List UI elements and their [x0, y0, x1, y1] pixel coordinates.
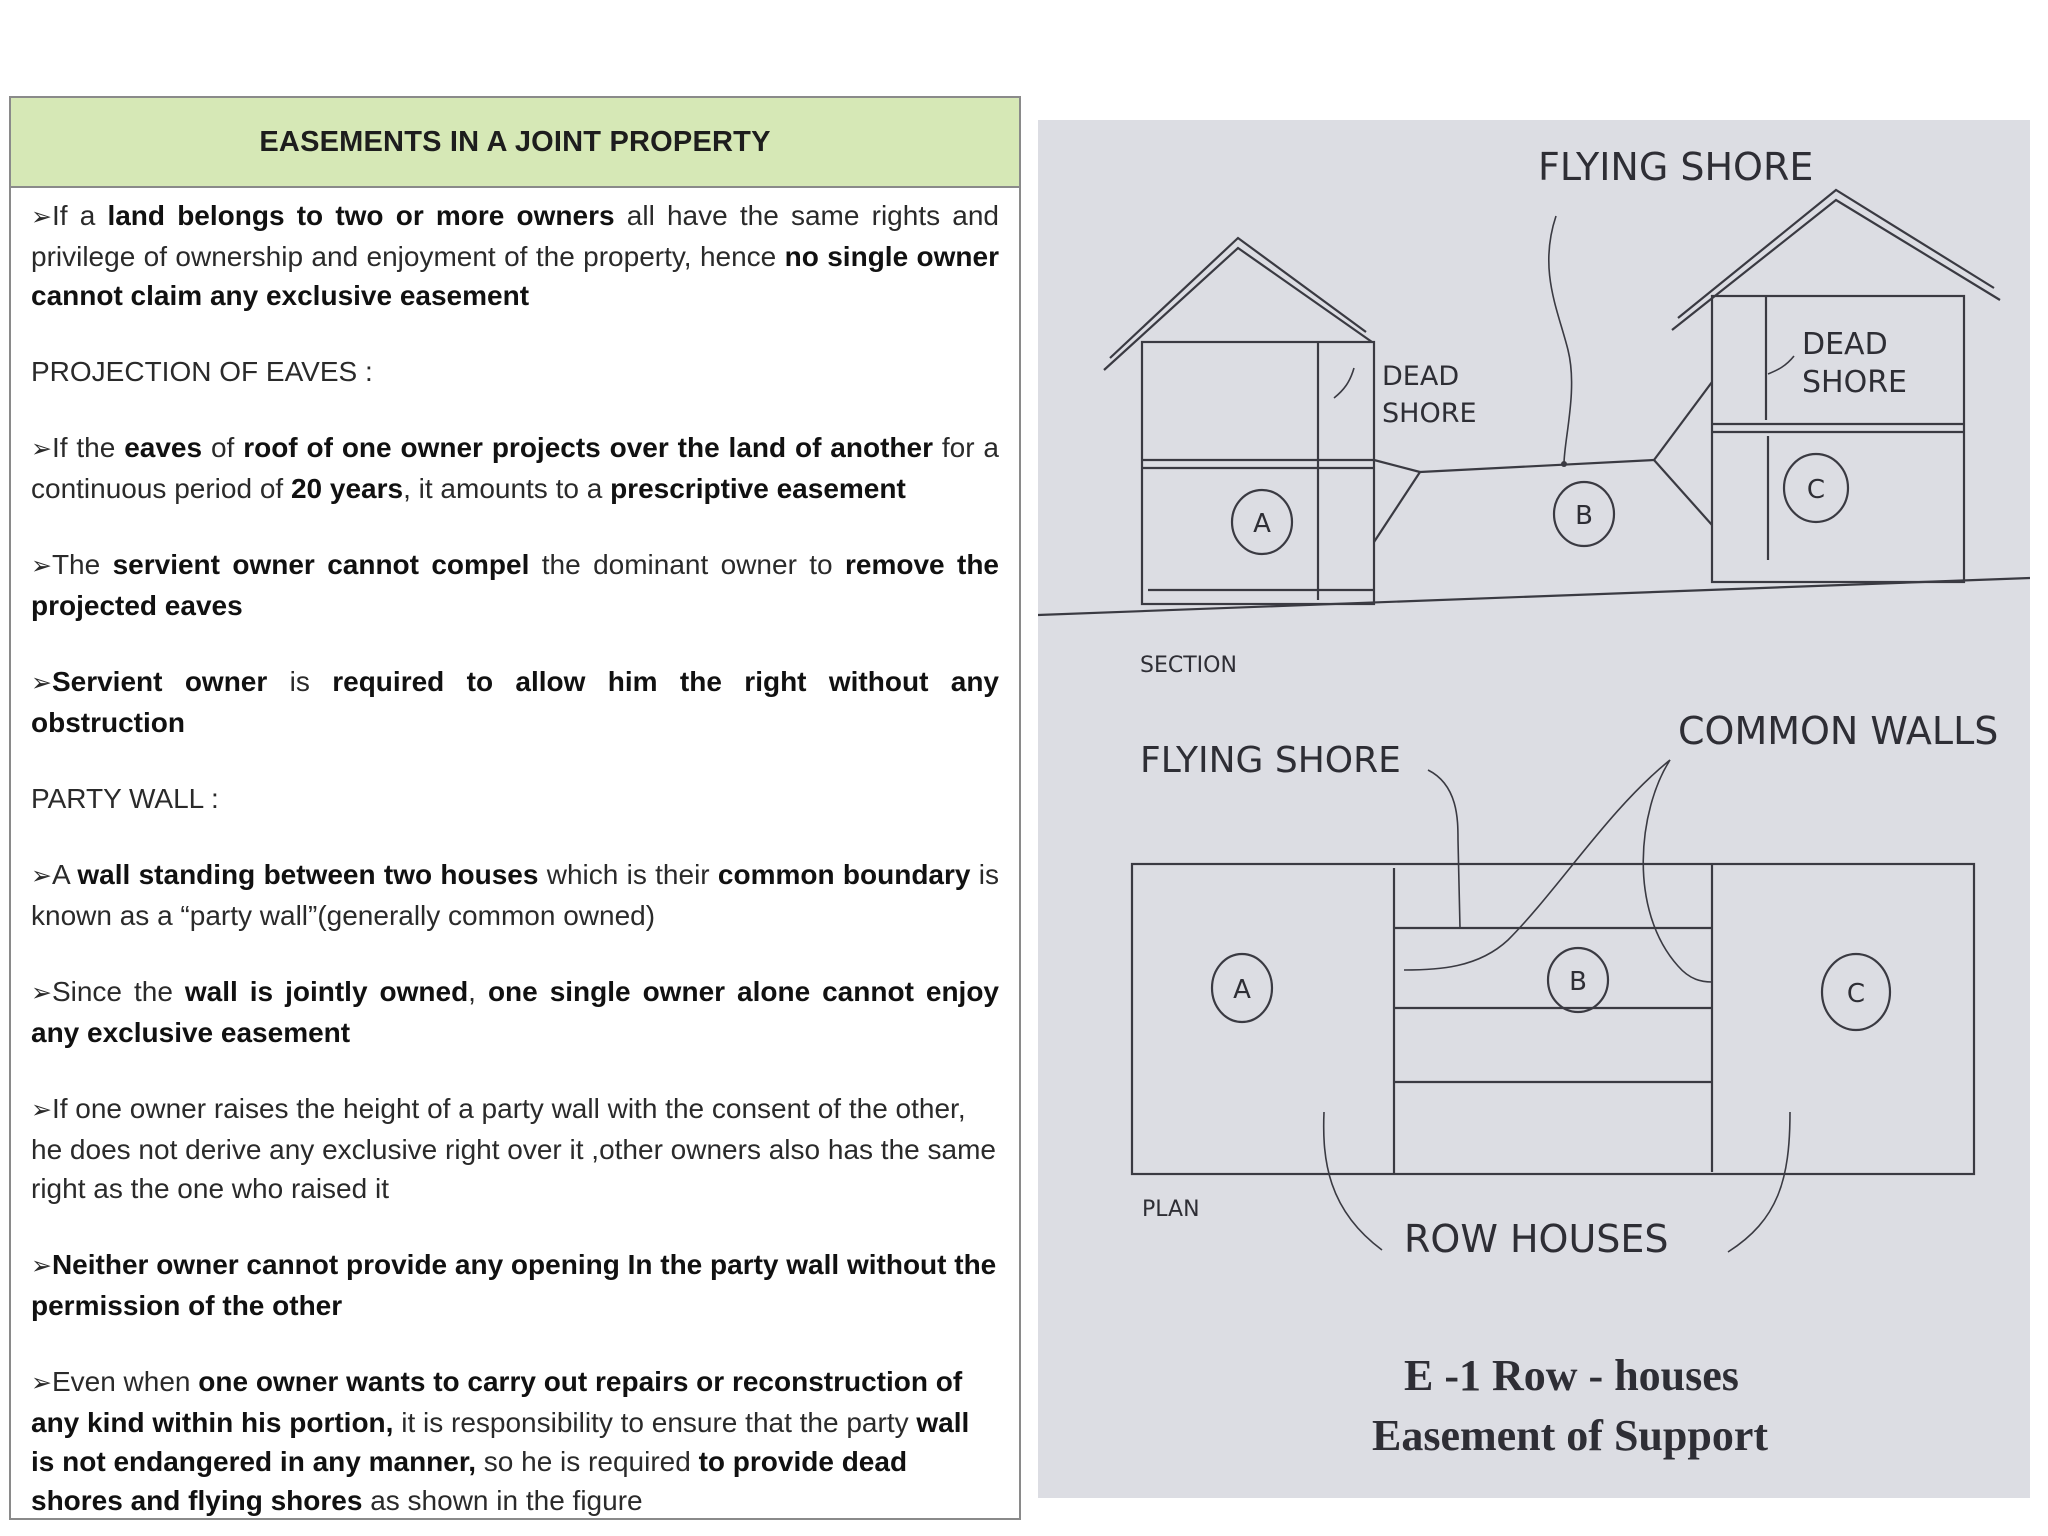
text-run: If one owner raises the height of a party wall with the consent of the other, he does not derive any exclusive right over it ,other owners also has the same right as the one who raised it	[31, 1093, 996, 1204]
row-houses-label: ROW HOUSES	[1404, 1217, 1669, 1261]
dead-shore-right-label-2: SHORE	[1802, 365, 1908, 400]
paragraph-party-wall-definition	[31, 855, 999, 935]
section-house-a	[1104, 238, 1374, 604]
text-run-bold: land belongs to two or more owners	[107, 200, 615, 231]
text-run: If a	[51, 200, 108, 231]
paragraph-joint-ownership	[31, 196, 999, 315]
house-c-label: C	[1806, 475, 1826, 505]
figure-caption-title: E -1 Row - houses	[1404, 1351, 1739, 1400]
bullet-arrow-icon: ➢	[31, 203, 52, 231]
text-panel	[9, 96, 1021, 1520]
text-run: is known as a “party wall”(generally common owned)	[31, 859, 999, 931]
bullet-arrow-icon: ➢	[31, 1252, 52, 1280]
plan-outline	[1132, 864, 1974, 1174]
bullet-arrow-icon: ➢	[31, 1096, 52, 1124]
leader-flying-shore-top	[1549, 216, 1572, 464]
leader-dead-shore-right	[1768, 356, 1794, 374]
plan-house-b-label: B	[1569, 967, 1587, 997]
heading-party-wall: PARTY WALL :	[31, 783, 219, 814]
leader-row-houses-right	[1728, 1112, 1790, 1252]
text-run-bold: eaves	[124, 432, 203, 463]
text-run-bold: required to allow him the right without any obstruction	[31, 666, 1000, 738]
text-run-bold: common boundary	[717, 859, 971, 890]
text-run: the dominant owner to	[529, 549, 846, 580]
text-run: If the	[51, 432, 125, 463]
text-run-bold: roof of one owner projects over the land of another	[243, 432, 933, 463]
plan-label-a	[1212, 954, 1272, 1022]
house-b-label: B	[1575, 501, 1593, 531]
text-run-bold: Neither owner cannot provide any opening In the party wall without the permission of the other	[31, 1249, 997, 1321]
text-run-bold: one single owner alone cannot enjoy any exclusive easement	[31, 976, 999, 1048]
text-run: Since the	[51, 976, 185, 1007]
bullet-arrow-icon: ➢	[31, 435, 52, 463]
text-run-bold: prescriptive easement	[610, 473, 906, 504]
bullet-arrow-icon: ➢	[31, 669, 52, 697]
text-run-bold: servient owner cannot compel	[112, 549, 530, 580]
text-run: is	[267, 666, 333, 697]
text-run-bold: 20 years	[290, 473, 404, 504]
text-run-bold: wall is not endangered in any manner,	[31, 1407, 970, 1477]
plan-caption: PLAN	[1142, 1197, 1200, 1222]
flying-shore-plan-label: FLYING SHORE	[1140, 740, 1401, 781]
dead-shore-left-label-2: SHORE	[1382, 398, 1477, 429]
text-run-bold: to provide dead shores and flying shores	[31, 1446, 908, 1516]
leader-flying-shore-plan	[1428, 770, 1460, 928]
dead-shore-left-label-1: DEAD	[1382, 361, 1460, 392]
bullet-arrow-icon: ➢	[31, 862, 52, 890]
plan-label-b	[1548, 948, 1608, 1012]
leader-row-houses-left	[1324, 1112, 1382, 1250]
text-run: it is responsibility to ensure that the party	[393, 1407, 917, 1438]
text-run: all have the same rights and privilege of ownership and enjoyment of the property, hence	[31, 200, 1000, 272]
paragraph-no-opening	[31, 1245, 999, 1325]
text-run-bold: one owner wants to carry out repairs or reconstruction of any kind within his portion,	[31, 1366, 963, 1438]
flying-shore-top-label: FLYING SHORE	[1538, 145, 1814, 189]
paragraph-eaves-prescriptive	[31, 428, 999, 508]
leader-common-wall-right	[1643, 760, 1712, 982]
text-run-bold: Servient owner	[51, 666, 268, 697]
text-run: of	[202, 432, 244, 463]
paragraph-raise-height	[31, 1089, 999, 1208]
section-label-c	[1784, 454, 1848, 522]
text-run: as shown in the figure	[362, 1485, 643, 1516]
text-run: which is their	[538, 859, 718, 890]
bullet-arrow-icon: ➢	[31, 979, 52, 1007]
section-caption: SECTION	[1140, 653, 1237, 678]
text-run: , it amounts to a	[403, 473, 611, 504]
bullet-arrow-icon: ➢	[31, 552, 52, 580]
figure-caption-subtitle: Easement of Support	[1372, 1411, 1769, 1460]
dead-shore-right-label-1: DEAD	[1802, 327, 1888, 362]
text-run: so he is required	[476, 1446, 699, 1477]
section-label-b	[1554, 482, 1614, 546]
paragraph-repairs	[31, 1362, 999, 1520]
text-run-bold: remove the projected eaves	[31, 549, 1000, 621]
text-run: The	[51, 549, 113, 580]
text-run: ,	[468, 976, 488, 1007]
text-run-bold: wall standing between two houses	[77, 859, 539, 890]
common-walls-label: COMMON WALLS	[1678, 709, 1999, 753]
text-run: for a continuous period of	[31, 432, 999, 504]
panel-title: EASEMENTS IN A JOINT PROPERTY	[11, 98, 1019, 188]
panel-body	[11, 188, 1019, 1520]
ground-line	[1038, 578, 2030, 615]
text-run-bold: no single owner cannot claim any exclusive easement	[31, 241, 999, 311]
easement-diagram	[1038, 120, 2030, 1498]
row-houses-figure	[1038, 120, 2030, 1498]
text-run: A	[51, 859, 78, 890]
plan-label-c	[1822, 954, 1890, 1030]
heading-projection-of-eaves: PROJECTION OF EAVES :	[31, 356, 373, 387]
section-label-a	[1232, 490, 1292, 554]
house-a-label: A	[1253, 509, 1271, 539]
text-run-bold: wall is jointly owned	[184, 976, 469, 1007]
plan-house-c-label: C	[1846, 979, 1866, 1009]
leader-dead-shore-left	[1334, 368, 1354, 398]
text-run: Even when	[51, 1366, 199, 1397]
plan-house-a-label: A	[1233, 975, 1251, 1005]
paragraph-servient-cannot-compel	[31, 545, 999, 625]
paragraph-jointly-owned	[31, 972, 999, 1052]
paragraph-servient-allow	[31, 662, 999, 742]
bullet-arrow-icon: ➢	[31, 1369, 52, 1397]
